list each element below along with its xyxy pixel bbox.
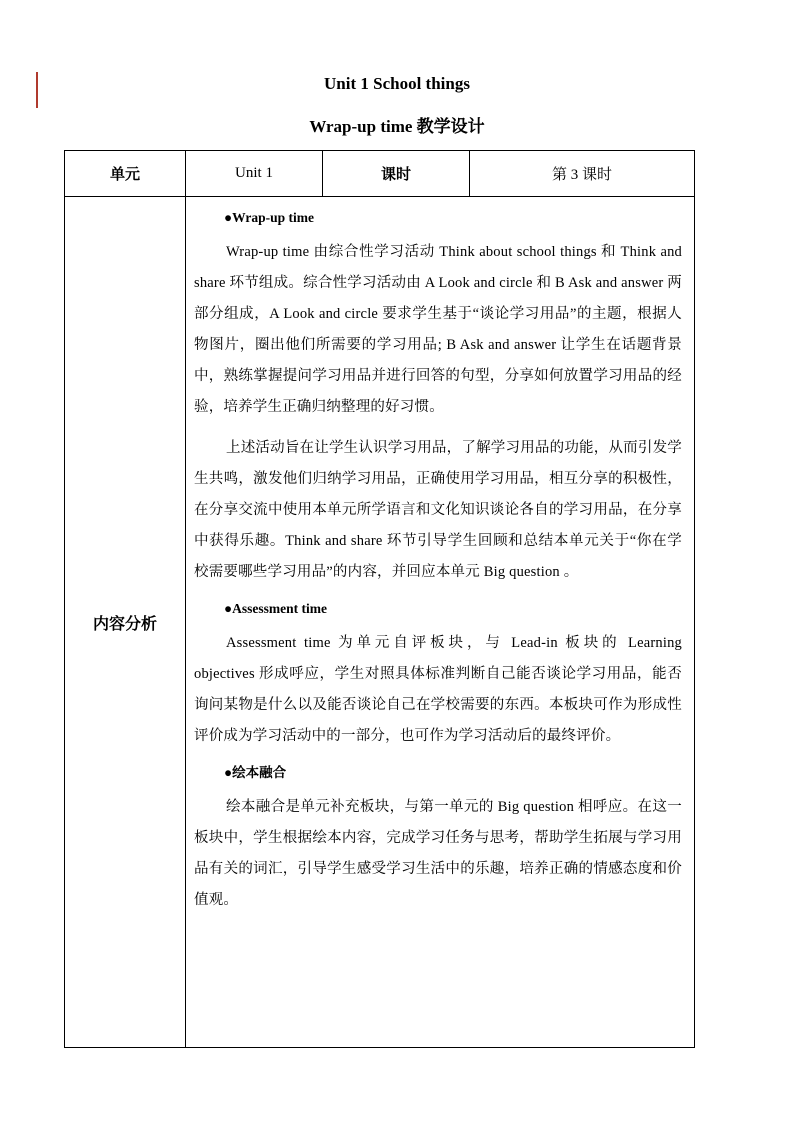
document-subtitle: Wrap-up time 教学设计 [309, 117, 485, 136]
section-wrap-up [194, 207, 682, 588]
content-label-cell: 内容分析 [65, 197, 186, 1048]
paragraph: 上述活动旨在让学生认识学习用品，了解学习用品的功能，从而引发学生共鸣，激发他们归纳学习用品，正确使用学习用品，相互分享的积极性，在分享交流中使用本单元所学语言和文化知识谈论各自的学习用品，在分享中获得乐趣。Think and share 环节引导学生回顾和总结本单元关于“你在学校需要哪些学习用品”的内容，并回应本单元 Big question 。 [194, 440, 682, 580]
content-row [65, 197, 695, 1048]
header-row [65, 151, 695, 197]
unit-value-cell: Unit 1 [186, 151, 323, 197]
paragraph: Assessment time 为单元自评板块，与 Lead-in 板块的 Learning objectives 形成呼应，学生对照具体标准判断自己能否谈论学习用品，能否询问某物是什么以及能否谈论自己在学校需要的东西。本板块可作为形成性评价成为学习活动中的一部分，也可作为学习活动后的最终评价。 [194, 635, 682, 744]
section-heading: ●绘本融合 [224, 765, 287, 780]
period-value-cell: 第 3 课时 [470, 151, 695, 197]
unit-label-cell: 单元 [65, 151, 186, 197]
content-cell [186, 197, 695, 1048]
lesson-plan-table [64, 150, 695, 1048]
period-label-cell: 课时 [323, 151, 470, 197]
paragraph: Wrap-up time 由综合性学习活动 Think about school things 和 Think and share 环节组成。综合性学习活动由 A Look and circle 和 B Ask and answer 两部分组成，A Look and circle 要求学生基于“谈论学习用品”的主题，根据人物图片，圈出他们所需要的学习用品; B Ask and answer 让学生在话题背景中，熟练掌握提问学习用品并进行回答的句型，分享如何放置学习用品的经验，培养学生正确归纳整理的好习惯。 [194, 244, 682, 415]
section-heading: ●Assessment time [224, 601, 328, 616]
section-picture-book [194, 762, 682, 916]
document-title: Unit 1 School things [324, 74, 470, 93]
section-assessment [194, 598, 682, 752]
paragraph: 绘本融合是单元补充板块，与第一单元的 Big question 相呼应。在这一板块中，学生根据绘本内容，完成学习任务与思考，帮助学生拓展与学习用品有关的词汇，引导学生感受学习生活中的乐趣，培养正确的情感态度和价值观。 [194, 799, 682, 908]
section-heading: ●Wrap-up time [224, 210, 315, 225]
